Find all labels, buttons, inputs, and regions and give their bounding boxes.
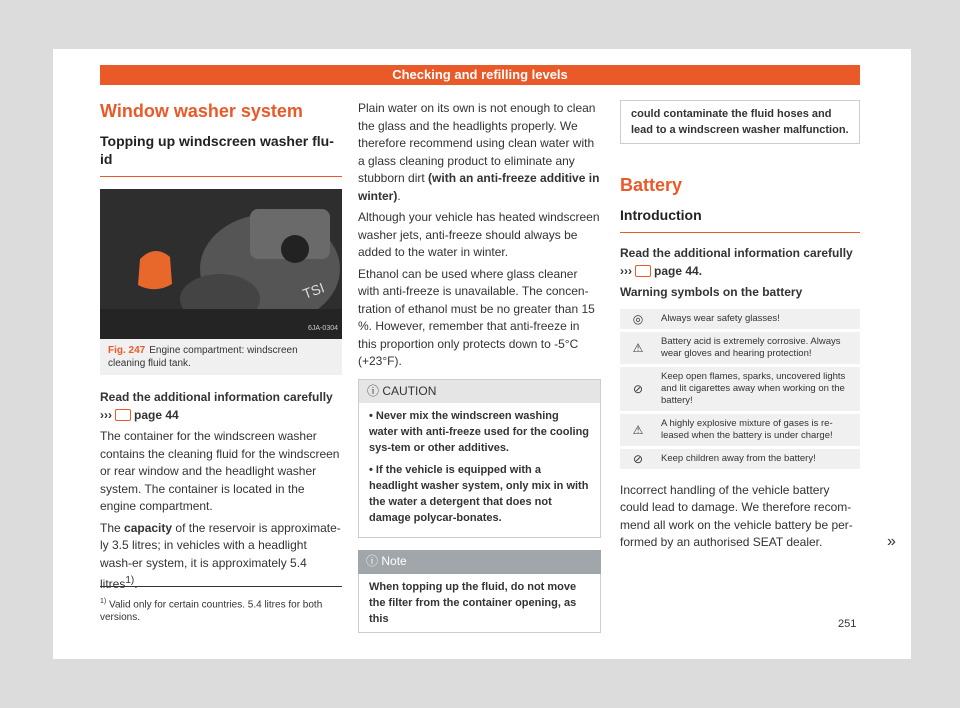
paragraph: Plain water on its own is not enough to clean the glass and the headlights properly. We therefore recommend using clean water with a glass cleaning product to eliminate any stubborn dirt (with an anti-freeze additive in winter). bbox=[358, 101, 600, 203]
footnote: $^{1)}$ Valid only for certain countries. 5.4 litres for both versions. bbox=[100, 586, 342, 624]
book-icon bbox=[635, 265, 651, 277]
svg-text:TSI: TSI bbox=[300, 279, 327, 302]
subsection-title: Introduction bbox=[620, 207, 702, 223]
section-title: Window washer system bbox=[100, 101, 303, 121]
note-body: When topping up the fluid, do not move the filter from the container opening, as this bbox=[358, 574, 601, 633]
page-ref-link[interactable]: page 44. bbox=[654, 263, 703, 278]
read-info-line bbox=[620, 245, 860, 280]
book-icon bbox=[115, 409, 131, 421]
capacity-paragraph: The capacity of the reservoir is approximate-ly 3.5 litres; in vehicles with a headlight wash-er system, it is approximately 5.4 litres$^{1)}$. bbox=[100, 520, 341, 591]
table-row: ⚠ A highly explosive mixture of gases is re-leased when the battery is under charge! bbox=[620, 414, 860, 446]
safety-glasses-icon: ◎ bbox=[620, 309, 656, 329]
ref-arrows: ››› bbox=[100, 407, 112, 422]
subsection-title: Topping up windscreen washer flu-id bbox=[100, 133, 334, 167]
caution-body bbox=[359, 403, 600, 537]
read-info-text: Read the additional information carefully bbox=[100, 390, 333, 404]
paragraph: Ethanol can be used where glass cleaner with anti-freeze is unavailable. The concen-tration of ethanol must be no greater than 15 %. However, remember that anti-freeze in this proportion only protects down to -5°C (+23°F). bbox=[358, 266, 595, 368]
read-info-line bbox=[100, 389, 342, 424]
title-rule bbox=[620, 232, 860, 233]
acid-warning-icon: ⚠ bbox=[620, 332, 656, 364]
note-icon: ⓘ bbox=[366, 554, 379, 568]
figure-code: 6JA-0304 bbox=[308, 324, 338, 332]
note-header: ⓘ Note bbox=[358, 550, 601, 574]
warning-symbols-table bbox=[620, 306, 860, 472]
figure-caption bbox=[100, 339, 342, 375]
engine-illustration bbox=[100, 189, 342, 339]
section-header: Checking and refilling levels bbox=[100, 65, 860, 85]
table-row: ◎ Always wear safety glasses! bbox=[620, 309, 860, 329]
warning-symbols-title: Warning symbols on the battery bbox=[620, 285, 803, 299]
figure-caption-text: Engine compartment: windscreen cleaning fluid tank. bbox=[108, 345, 298, 369]
column-1 bbox=[100, 100, 342, 598]
page-ref-link[interactable]: page 44 bbox=[134, 407, 179, 422]
page-number: 251 bbox=[838, 618, 857, 630]
note-continuation: could contaminate the fluid hoses and lead to a windscreen washer malfunction. bbox=[620, 100, 860, 144]
caution-header: ⓘ CAUTION bbox=[359, 380, 600, 404]
table-row: ⚠ Battery acid is extremely corrosive. Always wear gloves and hearing protection! bbox=[620, 332, 860, 364]
paragraph: Incorrect handling of the vehicle battery could lead to damage. We therefore recom-mend all work on the vehicle battery be per-formed by an authorised SEAT dealer. bbox=[620, 482, 853, 549]
engine-compartment-image bbox=[100, 189, 342, 339]
continue-mark: » bbox=[887, 533, 896, 550]
caution-box bbox=[358, 379, 601, 539]
table-row: ⊘ Keep children away from the battery! bbox=[620, 449, 860, 469]
figure-label: Fig. 247 bbox=[108, 345, 146, 356]
explosion-warning-icon: ⚠ bbox=[620, 414, 656, 446]
no-fire-icon: ⊘ bbox=[620, 367, 656, 411]
paragraph: Although your vehicle has heated windscreen washer jets, anti-freeze should always be added to the water in winter. bbox=[358, 210, 600, 259]
caution-item: • Never mix the windscreen washing water with anti-freeze used for the cooling sys-tem or other additives. bbox=[369, 410, 590, 454]
column-2 bbox=[358, 100, 601, 633]
column-3 bbox=[620, 100, 860, 556]
paragraph: The container for the windscreen washer contains the cleaning fluid for the windscreen or rear window and the headlight washer system. The container is located in the engine compartment. bbox=[100, 429, 340, 513]
ref-arrows: ››› bbox=[620, 263, 632, 278]
no-children-icon: ⊘ bbox=[620, 449, 656, 469]
title-rule bbox=[100, 176, 342, 177]
footnote-ref: 1) bbox=[125, 575, 135, 586]
read-info-text: Read the additional information carefully bbox=[620, 246, 853, 260]
table-row: ⊘ Keep open flames, sparks, uncovered lights and lit cigarettes away when working on the battery! bbox=[620, 367, 860, 411]
info-icon: ⓘ bbox=[367, 383, 380, 398]
caution-item: • If the vehicle is equipped with a headlight washer system, only mix in with the water a detergent that does not damage polycar-bonates. bbox=[369, 464, 589, 524]
section-title: Battery bbox=[620, 175, 683, 195]
